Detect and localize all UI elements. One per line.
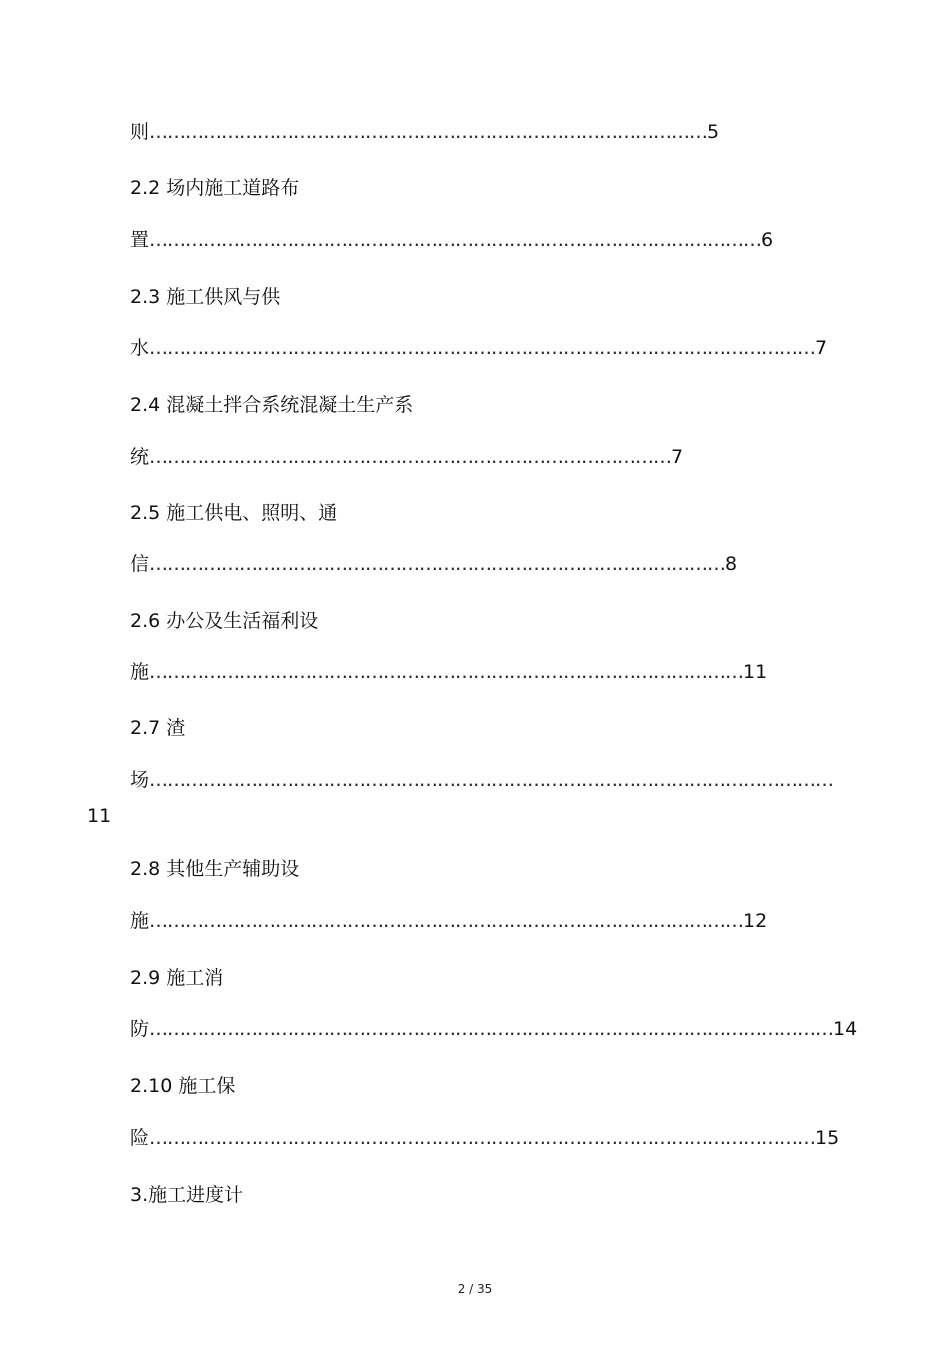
toc-dot-leader: …………………………………………………………………………………………………… (149, 769, 834, 791)
toc-heading: 2.7 渣 (130, 717, 186, 739)
toc-leader-char: 置 (130, 229, 150, 251)
toc-heading: 2.4 混凝土拌合系统混凝土生产系 (130, 394, 414, 416)
toc-dot-leader: …………………………………………………………………………………………………… (149, 1018, 834, 1040)
toc-leader-row (130, 228, 773, 252)
toc-dot-leader: …………………………………………………………………………… (149, 446, 672, 468)
toc-page-number: 14 (833, 1018, 858, 1040)
toc-page-number: 7 (815, 337, 828, 359)
toc-heading: 3.施工进度计 (130, 1184, 244, 1206)
toc-leader-char: 统 (130, 446, 150, 468)
toc-page-number: 11 (87, 805, 112, 827)
toc-leader-char: 防 (130, 1018, 150, 1040)
toc-leader-row (130, 768, 833, 792)
page-footer: 2 / 35 (457, 1282, 493, 1296)
toc-heading: 2.6 办公及生活福利设 (130, 610, 319, 632)
toc-page-number: 8 (725, 553, 738, 575)
toc-leader-row (130, 120, 719, 144)
toc-leader-char: 水 (130, 337, 150, 359)
toc-leader-row (130, 336, 827, 360)
toc-leader-char: 施 (130, 910, 150, 932)
toc-dot-leader: ………………………………………………………………………………………………… (149, 1127, 816, 1149)
toc-leader-char: 场 (130, 769, 150, 791)
toc-heading: 2.9 施工消 (130, 967, 224, 989)
toc-page-number: 5 (707, 121, 720, 143)
toc-leader-row (130, 1017, 857, 1041)
toc-leader-char: 信 (130, 553, 150, 575)
toc-heading: 2.2 场内施工道路布 (130, 177, 300, 199)
toc-heading: 2.3 施工供风与供 (130, 286, 281, 308)
toc-page-number: 15 (815, 1127, 840, 1149)
toc-dot-leader: ………………………………………………………………………………………………… (149, 337, 816, 359)
toc-leader-row (130, 552, 737, 576)
toc-page-number: 12 (743, 910, 768, 932)
toc-leader-row (130, 909, 767, 933)
toc-heading: 2.5 施工供电、照明、通 (130, 502, 338, 524)
toc-leader-row (130, 660, 767, 684)
toc-heading: 2.10 施工保 (130, 1075, 236, 1097)
toc-dot-leader: …………………………………………………………………………………… (149, 553, 726, 575)
toc-page-number: 6 (761, 229, 774, 251)
toc-heading: 2.8 其他生产辅助设 (130, 858, 300, 880)
toc-page-number: 7 (671, 446, 684, 468)
toc-dot-leader: ……………………………………………………………………………………… (149, 910, 744, 932)
toc-leader-char: 则 (130, 121, 150, 143)
toc-dot-leader: ………………………………………………………………………………………… (149, 229, 762, 251)
toc-leader-row (130, 445, 683, 469)
toc-dot-leader: ………………………………………………………………………………… (149, 121, 708, 143)
toc-leader-char: 险 (130, 1127, 150, 1149)
toc-leader-char: 施 (130, 661, 150, 683)
toc-leader-row (130, 1126, 839, 1150)
toc-dot-leader: ……………………………………………………………………………………… (149, 661, 744, 683)
toc-page-number: 11 (743, 661, 768, 683)
